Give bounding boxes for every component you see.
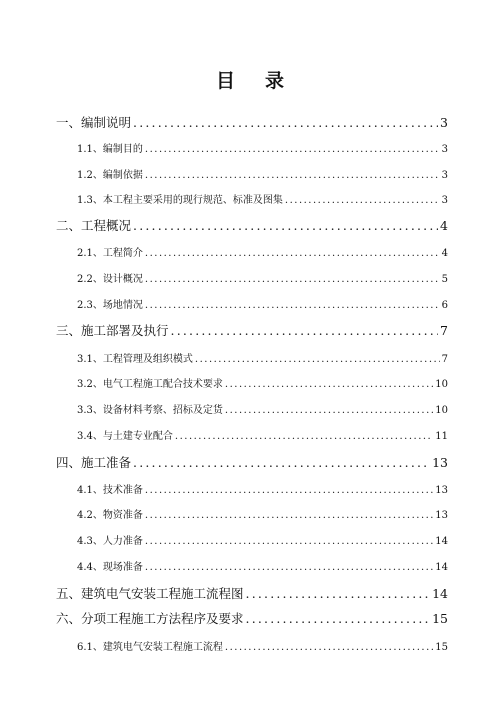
toc-page-number: 15 <box>432 611 448 626</box>
toc-entry-text: 六、分项工程施工方法程序及要求 <box>56 611 244 626</box>
toc-entry[interactable] <box>77 244 448 259</box>
toc-page-number: 3 <box>441 195 448 206</box>
dot-leader <box>145 485 433 496</box>
toc-entry-text: 1.3、本工程主要采用的现行规范、标准及图集 <box>77 195 283 206</box>
toc-page-number: 7 <box>441 354 448 365</box>
dot-leader <box>145 300 440 311</box>
dot-leader <box>145 170 440 181</box>
toc-entry-text: 三、施工部署及执行 <box>56 323 169 338</box>
dot-leader <box>171 323 439 338</box>
toc-page-number: 3 <box>441 144 448 155</box>
dot-leader <box>246 611 431 626</box>
toc-page-number: 3 <box>440 115 448 130</box>
toc-entry-text: 2.3、场地情况 <box>77 300 143 311</box>
toc-entry[interactable] <box>77 638 448 653</box>
toc-entry-text: 四、施工准备 <box>56 455 132 470</box>
toc-entry-text: 二、工程概况 <box>56 218 132 233</box>
toc-entry-text: 3.4、与土建专业配合 <box>77 431 173 442</box>
dot-leader <box>225 642 433 653</box>
dot-leader <box>285 195 440 206</box>
toc-page-number: 4 <box>441 248 448 259</box>
toc-entry-text: 4.1、技术准备 <box>77 485 143 496</box>
dot-leader <box>145 274 440 285</box>
dot-leader <box>225 405 433 416</box>
toc-entry[interactable] <box>56 321 448 339</box>
toc-entry-text: 4.4、现场准备 <box>77 562 143 573</box>
dot-leader <box>145 248 440 259</box>
toc-page-number: 14 <box>432 586 448 601</box>
dot-leader <box>133 218 438 233</box>
title-char-1: 目 <box>215 70 235 92</box>
toc-entry[interactable] <box>77 427 448 442</box>
toc-page-number: 10 <box>435 405 448 416</box>
toc-entry[interactable] <box>77 375 448 390</box>
toc-entry[interactable] <box>56 609 448 627</box>
toc-entry-text: 2.2、设计概况 <box>77 274 143 285</box>
toc-page-number: 11 <box>435 431 448 442</box>
dot-leader <box>195 354 440 365</box>
toc-entry-text: 6.1、建筑电气安装工程施工流程 <box>77 642 223 653</box>
toc-page-number: 3 <box>441 170 448 181</box>
toc-entry[interactable] <box>56 216 448 234</box>
dot-leader <box>225 379 433 390</box>
dot-leader <box>175 431 433 442</box>
toc-entry-text: 3.2、电气工程施工配合技术要求 <box>77 379 223 390</box>
title-char-2: 录 <box>265 70 285 92</box>
toc-entry[interactable] <box>77 532 448 547</box>
toc-page-number: 14 <box>435 536 448 547</box>
dot-leader <box>145 510 433 521</box>
toc-entry-text: 2.1、工程简介 <box>77 248 143 259</box>
toc-page-number: 4 <box>440 218 448 233</box>
toc-entry-text: 4.3、人力准备 <box>77 536 143 547</box>
toc-entry[interactable] <box>77 296 448 311</box>
toc-entry[interactable] <box>56 584 448 602</box>
dot-leader <box>145 536 433 547</box>
toc-entry-text: 3.1、工程管理及组织模式 <box>77 354 193 365</box>
dot-leader <box>133 115 438 130</box>
dot-leader <box>145 144 440 155</box>
dot-leader <box>246 586 431 601</box>
toc-page-number: 15 <box>435 642 448 653</box>
toc-page-number: 6 <box>441 300 448 311</box>
toc-entry-text: 一、编制说明 <box>56 115 132 130</box>
toc-page-number: 7 <box>440 323 448 338</box>
toc-entry[interactable] <box>77 506 448 521</box>
toc-page-number: 13 <box>435 485 448 496</box>
toc-entry[interactable] <box>77 558 448 573</box>
toc-page-number: 10 <box>435 379 448 390</box>
toc-entry-text: 4.2、物资准备 <box>77 510 143 521</box>
toc-entry[interactable] <box>56 453 448 471</box>
toc-entry[interactable] <box>56 113 448 131</box>
toc-entry-text: 1.2、编制依据 <box>77 170 143 181</box>
toc-page-number: 5 <box>441 274 448 285</box>
toc-page-number: 14 <box>435 562 448 573</box>
dot-leader <box>145 562 433 573</box>
toc-entry[interactable] <box>77 481 448 496</box>
toc-entry-text: 五、建筑电气安装工程施工流程图 <box>56 586 244 601</box>
toc-page-number: 13 <box>432 455 448 470</box>
toc-entry[interactable] <box>77 140 448 155</box>
toc-entry[interactable] <box>77 350 448 365</box>
toc-entry[interactable] <box>77 191 448 206</box>
toc-entry[interactable] <box>77 270 448 285</box>
toc-entry[interactable] <box>77 401 448 416</box>
toc-entry-text: 1.1、编制目的 <box>77 144 143 155</box>
toc-entry[interactable] <box>77 166 448 181</box>
toc-entry-text: 3.3、设备材料考察、招标及定货 <box>77 405 223 416</box>
toc-page-number: 13 <box>435 510 448 521</box>
dot-leader <box>133 455 430 470</box>
